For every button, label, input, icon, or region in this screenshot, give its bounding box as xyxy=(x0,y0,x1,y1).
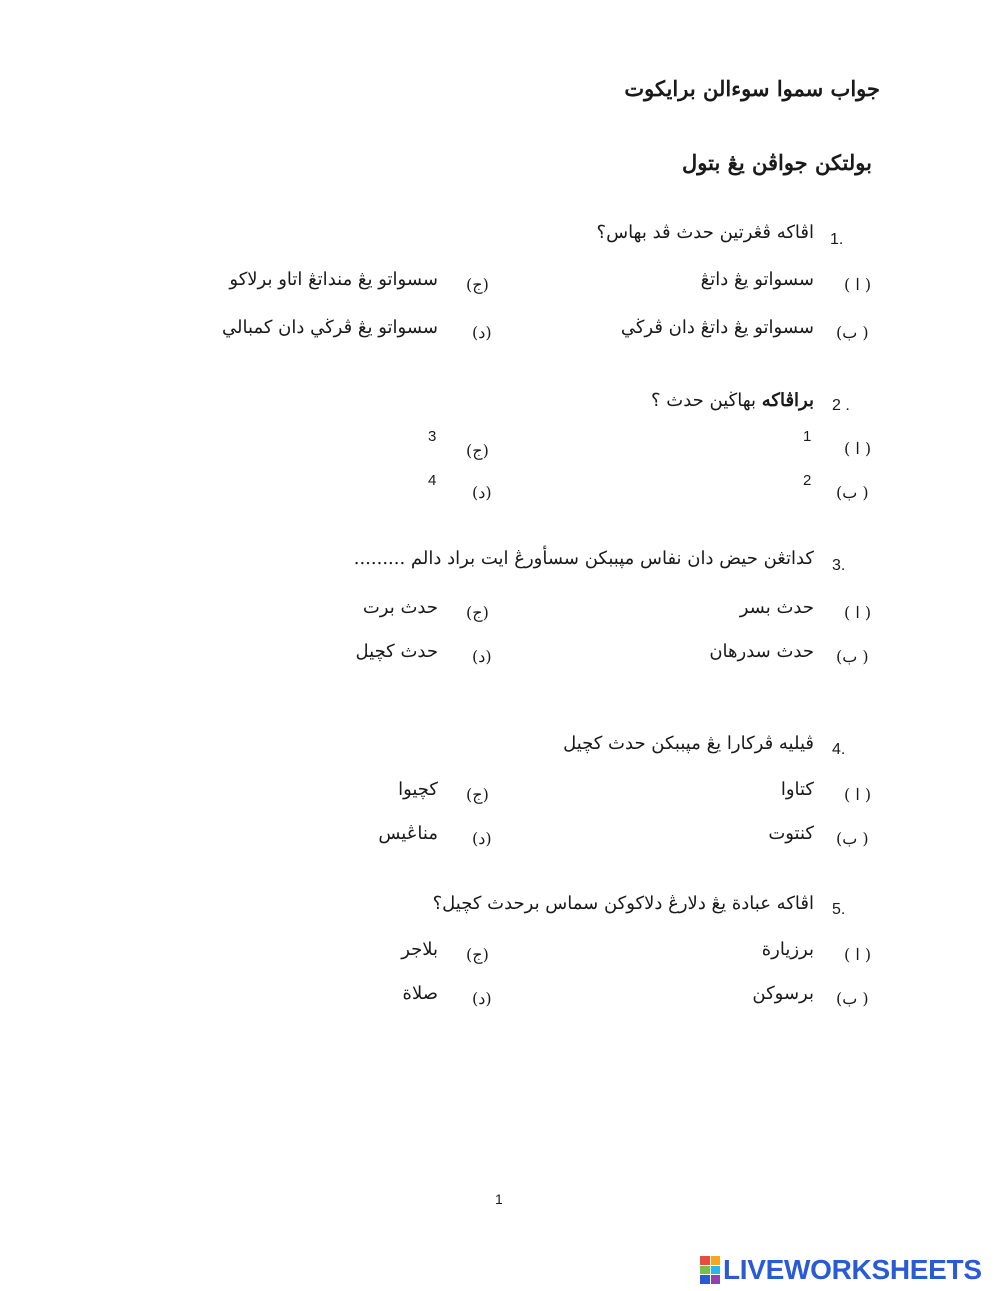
option-a[interactable]: حدث بسر xyxy=(739,597,814,618)
brand-name: LIVEWORKSHEETS xyxy=(723,1254,982,1285)
option-c[interactable]: حدث برت xyxy=(362,597,438,618)
option-mark-c: (ج) xyxy=(466,945,489,964)
option-d[interactable]: 4 xyxy=(428,472,437,489)
option-mark-d: (د) xyxy=(472,829,492,848)
question-text: ڤيليه ڤركارا يڠ مپببكن حدث كچيل xyxy=(563,733,814,754)
option-mark-d: (د) xyxy=(472,989,492,1008)
question-text-rest: بهاڬين حدث ؟ xyxy=(651,390,762,411)
option-mark-b: (ب ) xyxy=(836,323,869,342)
option-mark-c: (ج) xyxy=(466,275,489,294)
question-number: 3. xyxy=(832,557,846,574)
option-mark-d: (د) xyxy=(472,647,492,666)
option-mark-a: ( ا ) xyxy=(844,275,872,294)
question-text: كداتڠن حيض دان نفاس مپببكن سسأورڠ ايت براد دالم ......... xyxy=(353,548,814,569)
option-d[interactable]: سسواتو يڠ ڤرڬي دان كمبالي xyxy=(222,317,438,338)
option-d[interactable]: صلاة xyxy=(402,983,438,1004)
option-mark-b: (ب ) xyxy=(836,647,869,666)
option-mark-d: (د) xyxy=(472,483,492,502)
question-text-bold: براڤاكه xyxy=(761,390,814,411)
page-number: 1 xyxy=(495,1191,503,1207)
option-mark-a: ( ا ) xyxy=(844,945,872,964)
option-a[interactable]: سسواتو يڠ داتڠ xyxy=(700,269,814,290)
option-mark-b: (ب ) xyxy=(836,989,869,1008)
option-c[interactable]: كچيوا xyxy=(398,779,438,800)
option-c[interactable]: 3 xyxy=(428,428,437,445)
question-number: 2 . xyxy=(832,397,850,414)
option-b[interactable]: كنتوت xyxy=(768,823,814,844)
option-mark-b: (ب ) xyxy=(836,829,869,848)
question-number: 4. xyxy=(832,741,846,758)
liveworksheets-logo xyxy=(700,1253,982,1287)
option-mark-a: ( ا ) xyxy=(844,439,872,458)
option-a[interactable]: برزيارة xyxy=(761,939,814,960)
option-a[interactable]: 1 xyxy=(803,428,812,445)
option-d[interactable]: مناڠيس xyxy=(378,823,438,844)
option-a[interactable]: كتاوا xyxy=(780,779,814,800)
question-text: اڤاكه ڤڠرتين حدث ڤد بهاس؟ xyxy=(596,222,814,243)
page-title: جواب سموا سوءالن برايكوت xyxy=(624,76,880,101)
option-b[interactable]: سسواتو يڠ داتڠ دان ڤرڬي xyxy=(620,317,814,338)
option-b[interactable]: 2 xyxy=(803,472,812,489)
question-text: اڤاكه عبادة يڠ دلارڠ دلاكوكن سماس برحدث كچيل؟ xyxy=(432,893,814,914)
question-text xyxy=(651,390,814,411)
question-number: 5. xyxy=(832,901,846,918)
page-subtitle: بولتكن جواڤن يڠ بتول xyxy=(682,150,872,175)
option-mark-c: (ج) xyxy=(466,603,489,622)
option-c[interactable]: بلاجر xyxy=(401,939,438,960)
question-number: 1. xyxy=(830,231,844,248)
option-mark-a: ( ا ) xyxy=(844,785,872,804)
option-mark-c: (ج) xyxy=(466,785,489,804)
option-b[interactable]: حدث سدرهان xyxy=(709,641,814,662)
option-mark-d: (د) xyxy=(472,323,492,342)
option-b[interactable]: برسوكن xyxy=(752,983,814,1004)
option-mark-c: (ج) xyxy=(466,441,489,460)
option-d[interactable]: حدث كچيل xyxy=(355,641,438,662)
option-mark-a: ( ا ) xyxy=(844,603,872,622)
option-c[interactable]: سسواتو يڠ منداتڠ اتاو برلاكو xyxy=(229,269,438,290)
brand-logo-icon xyxy=(700,1256,720,1284)
option-mark-b: (ب ) xyxy=(836,483,869,502)
